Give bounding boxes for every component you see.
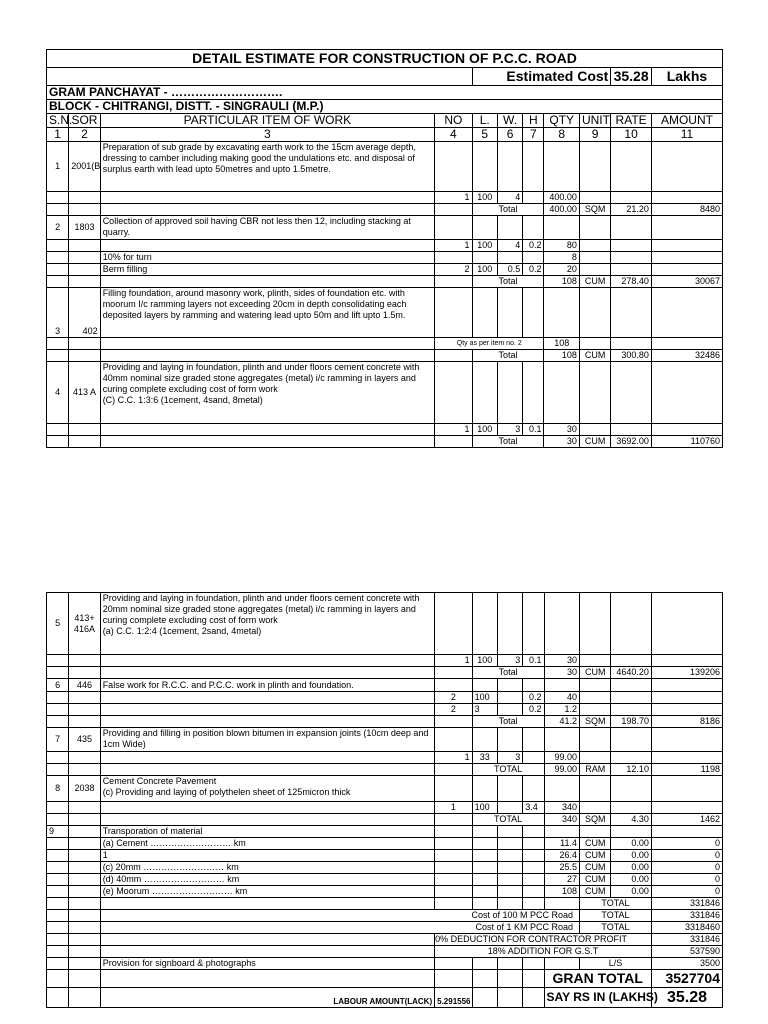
cell-qty: 40 <box>544 692 579 704</box>
transport-item: (a) Cement ……………………… km <box>100 838 434 850</box>
transport-item: (d) 40mm ……………………… km <box>100 874 434 886</box>
total-row <box>47 350 723 362</box>
item-sn: 6 <box>47 679 69 692</box>
cell-w: 3 <box>497 424 522 436</box>
header-particular: PARTICULAR ITEM OF WORK <box>100 114 434 128</box>
signboard-unit: L/S <box>580 958 652 970</box>
labour-amount-value: 5.291556 <box>435 988 472 1008</box>
estimate-table-page1 <box>46 49 723 448</box>
item-description-spec: (C) C.C. 1:3:6 (1cement, 4sand, 8metal) <box>102 395 263 405</box>
total-row <box>47 436 723 448</box>
item-sor: 446 <box>69 679 100 692</box>
summary-row <box>47 910 723 922</box>
total-label: Total <box>472 276 544 288</box>
cell-unit: SQM <box>580 814 611 826</box>
item-sn: 4 <box>47 362 69 424</box>
cell-qty: 25.5 <box>544 862 579 874</box>
cell-rate: 3692.00 <box>611 436 652 448</box>
cell-amount: 0 <box>651 862 722 874</box>
cell-no: 1 <box>435 240 472 252</box>
colnum: 8 <box>544 128 579 142</box>
say-lakhs-value: 35.28 <box>651 988 722 1008</box>
cell-qty: 30 <box>544 667 579 679</box>
cell-no: 1 <box>435 802 472 814</box>
table-row <box>47 862 723 874</box>
total-row <box>47 814 723 826</box>
cell-qty: 26.4 <box>544 850 579 862</box>
cell-l: 100 <box>472 264 497 276</box>
table-row <box>47 192 723 204</box>
header-h: H <box>523 114 544 128</box>
item-sn: 3 <box>47 288 69 338</box>
cell-no: 1 <box>435 752 472 764</box>
block-district: BLOCK - CHITRANGI, DISTT. - SINGRAULI (M.P.) <box>47 100 723 114</box>
cell-w: 3 <box>497 655 522 667</box>
deduction-label: 0% DEDUCTION FOR CONTRACTOR PROFIT <box>435 934 652 946</box>
item-subdescription: 10% for turn <box>100 252 434 264</box>
cell-qty: 30 <box>544 424 579 436</box>
item-sor: 413 A <box>69 362 100 424</box>
table-row <box>47 886 723 898</box>
cell-unit: CUM <box>579 436 610 448</box>
cell-amount: 0 <box>651 886 722 898</box>
item-description: Filling foundation, around masonry work, plinth, sides of foundation etc. with moorum I/c ramming layers not exceeding 20cm in depth consolidating each deposited layers by ramming and watering lead upto 50m and lift upto 1.5m. <box>100 288 434 338</box>
table-row <box>47 362 723 424</box>
cost-1km-total: TOTAL <box>580 922 652 934</box>
cell-rate: 12.10 <box>611 764 652 776</box>
cell-unit: SQM <box>579 204 610 216</box>
cost-100m-label: Cost of 100 M PCC Road <box>100 910 579 922</box>
item-description <box>100 593 434 655</box>
cell-unit: CUM <box>579 276 610 288</box>
cost-100m-total: TOTAL <box>580 910 652 922</box>
colnum: 3 <box>100 128 434 142</box>
summary-total-amount: 331846 <box>651 898 722 910</box>
header-sn: S.N. <box>47 114 69 128</box>
colnum: 9 <box>579 128 610 142</box>
item-description: Collection of approved soil having CBR not less then 12, including stacking at quarry. <box>100 216 434 240</box>
cell-rate: 21.20 <box>611 204 652 216</box>
table-row <box>47 802 723 814</box>
labour-amount-label: LABOUR AMOUNT(LACK) <box>100 988 434 1008</box>
item-description-spec: (c) Providing and laying of polythelen sheet of 125micron thick <box>102 787 351 797</box>
item-sor: 435 <box>69 728 100 752</box>
cell-unit: CUM <box>579 350 610 362</box>
cell-w: 3 <box>497 752 522 764</box>
total-label: Total <box>472 667 544 679</box>
cell-unit: CUM <box>580 850 611 862</box>
cell-rate: 0.00 <box>611 874 652 886</box>
signboard-label: Provision for signboard & photographs <box>100 958 434 970</box>
cell-no: 1 <box>435 192 472 204</box>
cell-qty: 30 <box>544 436 579 448</box>
item-sor: 402 <box>69 288 100 338</box>
cell-qty: 400.00 <box>544 204 579 216</box>
cell-amount: 139206 <box>651 667 722 679</box>
table-row <box>47 692 723 704</box>
cell-no: 2 <box>435 704 472 716</box>
cell-rate: 198.70 <box>611 716 652 728</box>
cell-l: 100 <box>472 192 497 204</box>
cell-qty: 27 <box>544 874 579 886</box>
cell-h: 0.2 <box>523 704 544 716</box>
item-sn: 9 <box>47 826 69 838</box>
cell-unit: CUM <box>580 886 611 898</box>
cell-no: 1 <box>435 424 472 436</box>
table-row <box>47 252 723 264</box>
qty-reference: Qty as per item no. 2 <box>435 338 544 350</box>
gst-label: 18% ADDITION FOR G.S.T <box>435 946 652 958</box>
item-description: False work for R.C.C. and P.C.C. work in plinth and foundation. <box>100 679 434 692</box>
table-row <box>47 240 723 252</box>
summary-total-label: TOTAL <box>580 898 652 910</box>
deduction-amount: 331846 <box>651 934 722 946</box>
item-sn: 1 <box>47 142 69 192</box>
cell-rate: 278.40 <box>611 276 652 288</box>
item-sn: 7 <box>47 728 69 752</box>
header-amount: AMOUNT <box>651 114 722 128</box>
item-sor: 2038 <box>69 776 100 802</box>
item-description: Preparation of sub grade by excavating earth work to the 15cm average depth, dressing to camber including making good the undulations etc. and disposal of surplus earth with lead upto 50metres and upto 1.5metre. <box>100 142 434 192</box>
cell-qty: 108 <box>544 276 579 288</box>
estimate-table-page2 <box>46 592 723 1008</box>
item-sor: 2001(B <box>69 142 100 192</box>
item-description: Transporation of material <box>100 826 434 838</box>
cell-qty: 108 <box>544 886 579 898</box>
item-sn: 2 <box>47 216 69 240</box>
item-subdescription: Berm filling <box>100 264 434 276</box>
cell-rate: 0.00 <box>611 862 652 874</box>
colnum: 11 <box>651 128 722 142</box>
cost-1km-amount: 3318460 <box>651 922 722 934</box>
cell-unit: RAM <box>580 764 611 776</box>
estimated-cost-value: 35.28 <box>611 68 652 86</box>
item-sn: 8 <box>47 776 69 802</box>
cell-qty: 340 <box>544 814 579 826</box>
cell-qty: 108 <box>544 350 579 362</box>
cell-amount: 30067 <box>651 276 722 288</box>
total-row <box>47 276 723 288</box>
summary-row <box>47 946 723 958</box>
cell-qty: 80 <box>544 240 579 252</box>
summary-row <box>47 898 723 910</box>
table-row <box>47 728 723 752</box>
estimated-cost-unit: Lakhs <box>651 68 722 86</box>
transport-item: (c) 20mm ……………………… km <box>100 862 434 874</box>
item-sor: 413+ 416A <box>69 593 100 655</box>
total-row <box>47 764 723 776</box>
column-headers <box>47 114 723 128</box>
table-row <box>47 593 723 655</box>
table-row <box>47 752 723 764</box>
cell-rate: 4.30 <box>611 814 652 826</box>
table-row <box>47 826 723 838</box>
cell-l: 100 <box>472 655 497 667</box>
item-description: Providing and filling in position blown bitumen in expansion joints (10cm deep and 1cm Wide) <box>100 728 434 752</box>
cell-h: 0.1 <box>523 655 544 667</box>
summary-row <box>47 958 723 970</box>
item-description <box>100 362 434 424</box>
item-description-text: Cement Concrete Pavement <box>102 776 217 786</box>
cell-h: 0.2 <box>523 264 544 276</box>
cell-qty: 1.2 <box>544 704 579 716</box>
total-label: TOTAL <box>472 764 544 776</box>
cell-qty: 8 <box>544 252 579 264</box>
total-label: Total <box>472 350 544 362</box>
cell-unit: CUM <box>580 874 611 886</box>
item-description <box>100 776 434 802</box>
header-w: W. <box>497 114 522 128</box>
table-row <box>47 850 723 862</box>
total-row <box>47 716 723 728</box>
gram-panchayat: GRAM PANCHAYAT - ………………………. <box>47 86 723 100</box>
cell-w: 4 <box>497 240 522 252</box>
cell-l: 3 <box>472 704 497 716</box>
cell-amount: 8480 <box>651 204 722 216</box>
page-title: DETAIL ESTIMATE FOR CONSTRUCTION OF P.C.C. ROAD <box>47 50 723 68</box>
cell-unit: CUM <box>580 862 611 874</box>
cell-no: 2 <box>435 692 472 704</box>
cell-h: 0.1 <box>523 424 544 436</box>
cell-l: 100 <box>472 692 497 704</box>
total-row <box>47 667 723 679</box>
table-row <box>47 338 723 350</box>
cell-rate: 4640.20 <box>611 667 652 679</box>
cell-qty: 400.00 <box>544 192 579 204</box>
table-row <box>47 424 723 436</box>
cell-w: 4 <box>497 192 522 204</box>
transport-item: (e) Moorum ……………………… km <box>100 886 434 898</box>
cell-amount: 32486 <box>651 350 722 362</box>
header-sor: SOR <box>69 114 100 128</box>
colnum: 10 <box>611 128 652 142</box>
header-l: L. <box>472 114 497 128</box>
cell-h: 0.2 <box>523 692 544 704</box>
cell-h: 3.4 <box>523 802 544 814</box>
cell-unit: CUM <box>580 667 611 679</box>
say-lakhs-label: SAY RS IN (LAKHS) <box>544 988 651 1008</box>
table-row <box>47 679 723 692</box>
colnum: 4 <box>435 128 472 142</box>
colnum: 1 <box>47 128 69 142</box>
cell-rate: 0.00 <box>611 838 652 850</box>
cell-unit: SQM <box>580 716 611 728</box>
signboard-amount: 3500 <box>651 958 722 970</box>
total-label: Total <box>472 436 544 448</box>
cell-l: 100 <box>472 424 497 436</box>
cell-amount: 110760 <box>651 436 722 448</box>
cell-l: 33 <box>472 752 497 764</box>
column-numbers <box>47 128 723 142</box>
cell-qty: 108 <box>544 338 579 350</box>
cell-l: 100 <box>472 802 497 814</box>
item-sor: 1803 <box>69 216 100 240</box>
item-sn: 5 <box>47 593 69 655</box>
cell-qty: 99.00 <box>544 752 579 764</box>
header-unit: UNIT <box>579 114 610 128</box>
item-description-text: Providing and laying in foundation, plinth and under floors cement concrete with 40mm nominal size graded stone aggregates (metal) i/c ramming in layers and curing complete excluding cost of form work <box>102 362 420 394</box>
header-no: NO <box>435 114 472 128</box>
summary-row <box>47 934 723 946</box>
table-row <box>47 142 723 192</box>
cell-rate: 300.80 <box>611 350 652 362</box>
item-description-text: Providing and laying in foundation, plinth and under floors cement concrete with 20mm nominal size graded stone aggregates (metal) i/c ramming in layers and curing complete excluding cost of form work <box>102 593 420 625</box>
colnum: 5 <box>472 128 497 142</box>
table-row <box>47 776 723 802</box>
colnum: 2 <box>69 128 100 142</box>
cell-qty: 20 <box>544 264 579 276</box>
total-label: Total <box>472 716 544 728</box>
cell-qty: 340 <box>544 802 579 814</box>
table-row <box>47 264 723 276</box>
total-row <box>47 204 723 216</box>
cell-w: 0.5 <box>497 264 522 276</box>
cell-qty: 41.2 <box>544 716 579 728</box>
cell-qty: 99.00 <box>544 764 579 776</box>
grand-total-row <box>47 970 723 988</box>
table-row <box>47 874 723 886</box>
total-label: Total <box>472 204 544 216</box>
cell-l: 100 <box>472 240 497 252</box>
estimated-cost-label: Estimated Cost <box>472 68 611 86</box>
say-row <box>47 988 723 1008</box>
cell-amount: 0 <box>651 874 722 886</box>
cell-rate: 0.00 <box>611 850 652 862</box>
gst-amount: 537590 <box>651 946 722 958</box>
cell-h: 0.2 <box>523 240 544 252</box>
summary-row <box>47 922 723 934</box>
grand-total-label: GRAN TOTAL <box>544 970 651 988</box>
cell-amount: 1198 <box>651 764 722 776</box>
table-row <box>47 216 723 240</box>
cell-amount: 0 <box>651 838 722 850</box>
total-label: TOTAL <box>472 814 544 826</box>
header-qty: QTY <box>544 114 579 128</box>
cell-no: 1 <box>435 655 472 667</box>
transport-item: 1 <box>100 850 434 862</box>
colnum: 7 <box>523 128 544 142</box>
grand-total-amount: 3527704 <box>651 970 722 988</box>
cell-amount: 8186 <box>651 716 722 728</box>
table-row <box>47 655 723 667</box>
cost-100m-amount: 331846 <box>651 910 722 922</box>
cell-qty: 30 <box>544 655 579 667</box>
cost-1km-label: Cost of 1 KM PCC Road <box>100 922 579 934</box>
table-row <box>47 704 723 716</box>
cell-amount: 1462 <box>651 814 722 826</box>
cell-qty: 11.4 <box>544 838 579 850</box>
table-row <box>47 838 723 850</box>
cell-rate: 0.00 <box>611 886 652 898</box>
cell-no: 2 <box>435 264 472 276</box>
item-description-spec: (a) C.C. 1:2:4 (1cement, 2sand, 4metal) <box>102 626 262 636</box>
header-rate: RATE <box>611 114 652 128</box>
cell-amount: 0 <box>651 850 722 862</box>
colnum: 6 <box>497 128 522 142</box>
cell-unit: CUM <box>580 838 611 850</box>
table-row <box>47 288 723 338</box>
